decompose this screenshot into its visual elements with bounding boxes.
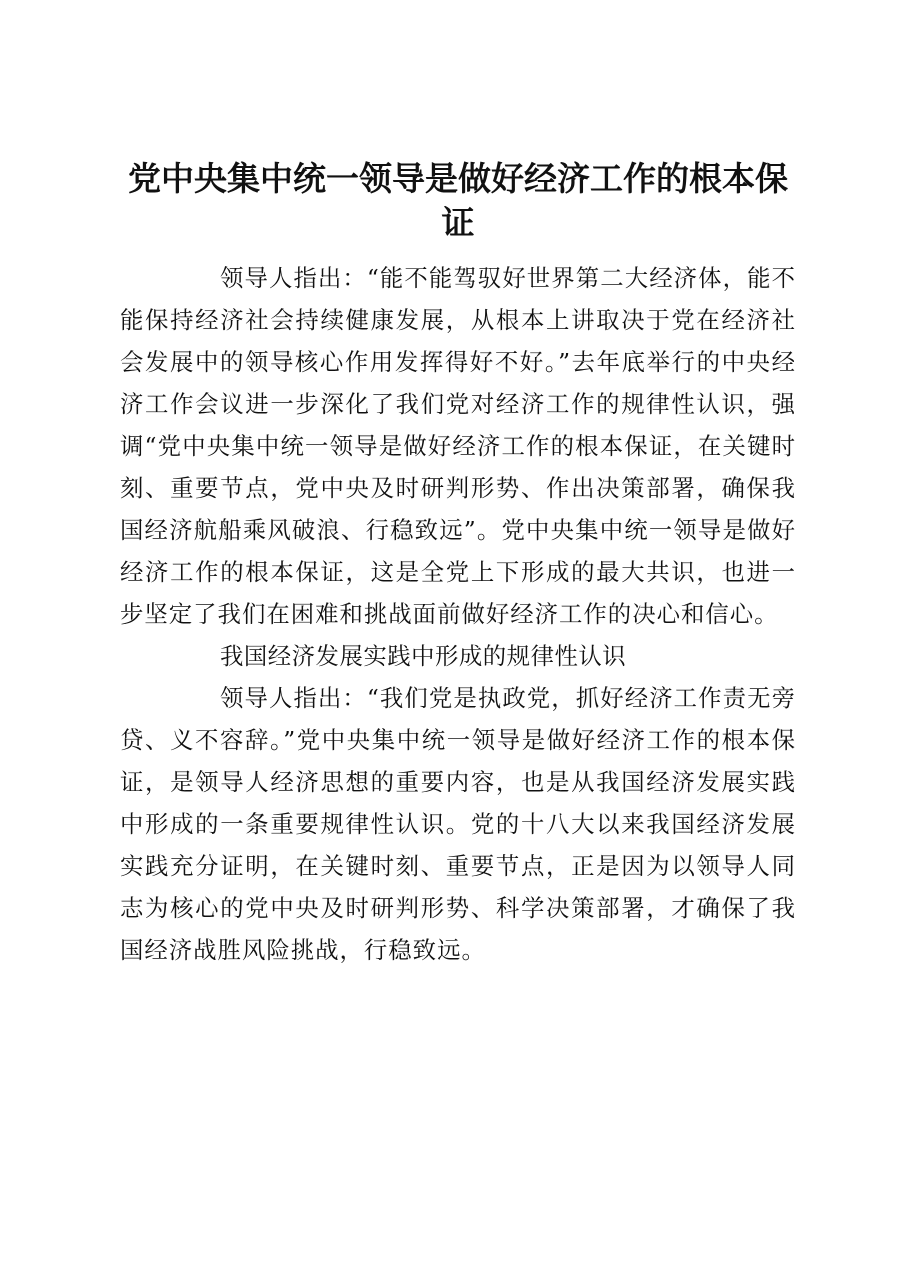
document-title: 党中央集中统一领导是做好经济工作的根本保证	[128, 159, 788, 242]
paragraph-1: 领导人指出：“能不能驾驭好世界第二大经济体，能不能保持经济社会持续健康发展，从根本上讲取决于党在经济社会发展中的领导核心作用发挥得好不好。”去年底举行的中央经济工作会议进一步深化了我们党对经济工作的规律性认识，强调“党中央集中统一领导是做好经济工作的根本保证，在关键时刻、重要节点，党中央及时研判形势、作出决策部署，确保我国经济航船乘风破浪、行稳致远”。党中央集中统一领导是做好经济工作的根本保证，这是全党上下形成的最大共识，也进一步坚定了我们在困难和挑战面前做好经济工作的决心和信心。	[120, 264, 796, 628]
document-page	[120, 157, 796, 971]
section-heading: 我国经济发展实践中形成的规律性认识	[220, 642, 627, 670]
paragraph-2: 领导人指出：“我们党是执政党，抓好经济工作责无旁贷、义不容辞。”党中央集中统一领导是做好经济工作的根本保证，是领导人经济思想的重要内容，也是从我国经济发展实践中形成的一条重要规律性认识。党的十八大以来我国经济发展实践充分证明，在关键时刻、重要节点，正是因为以领导人同志为核心的党中央及时研判形势、科学决策部署，才确保了我国经济战胜风险挑战，行稳致远。	[120, 684, 796, 964]
